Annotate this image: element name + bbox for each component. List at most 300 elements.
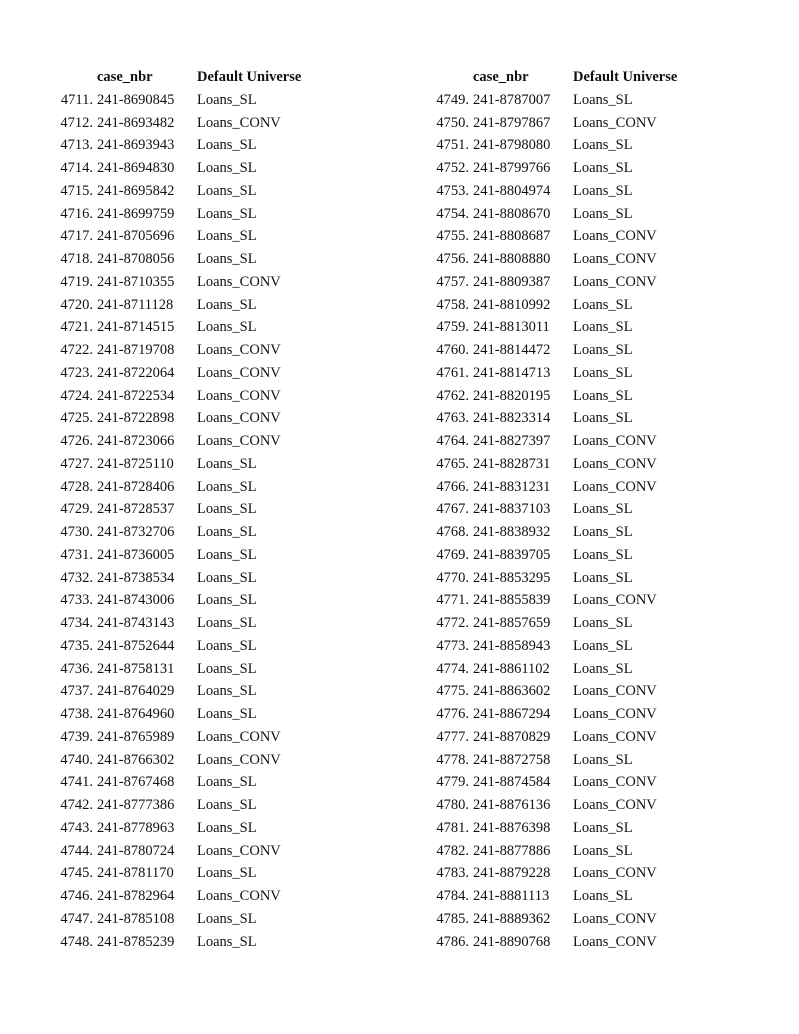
case-nbr-cell: 241-8787007 bbox=[473, 91, 551, 108]
universe-cell: Loans_SL bbox=[197, 592, 257, 609]
case-nbr-cell: 241-8881113 bbox=[473, 888, 550, 904]
table-row bbox=[52, 89, 347, 112]
universe-cell: Loans_CONV bbox=[197, 387, 281, 404]
table-row bbox=[428, 635, 723, 658]
universe-cell: Loans_SL bbox=[197, 797, 257, 813]
universe-cell: Loans_SL bbox=[573, 615, 633, 631]
case-nbr-cell: 241-8780724 bbox=[97, 842, 175, 859]
table-header bbox=[52, 66, 347, 89]
case-nbr-cell: 241-8889362 bbox=[473, 910, 551, 927]
table-row bbox=[52, 498, 347, 521]
table-row bbox=[428, 862, 723, 885]
case-nbr-cell: 241-8858943 bbox=[473, 637, 551, 654]
case-nbr-cell: 241-8722534 bbox=[97, 387, 175, 404]
row-index: 4731. bbox=[60, 546, 93, 563]
row-index: 4785. bbox=[436, 910, 469, 927]
table-row bbox=[52, 908, 347, 931]
universe-cell: Loans_SL bbox=[573, 888, 633, 904]
case-nbr-cell: 241-8782964 bbox=[97, 888, 175, 904]
table-header bbox=[428, 66, 723, 89]
table-row bbox=[52, 385, 347, 408]
case-nbr-cell: 241-8837103 bbox=[473, 501, 551, 518]
case-nbr-cell: 241-8699759 bbox=[97, 205, 175, 222]
table-row bbox=[428, 840, 723, 863]
table-row bbox=[428, 248, 723, 271]
universe-cell: Loans_SL bbox=[197, 819, 257, 836]
row-index: 4778. bbox=[436, 751, 469, 768]
universe-cell: Loans_SL bbox=[573, 501, 633, 518]
case-nbr-cell: 241-8764029 bbox=[97, 683, 175, 700]
table-row bbox=[52, 203, 347, 226]
row-index: 4746. bbox=[60, 888, 93, 904]
table-row bbox=[428, 521, 723, 544]
case-nbr-header: case_nbr bbox=[97, 69, 153, 85]
case-nbr-cell: 241-8861102 bbox=[473, 660, 550, 677]
table-row bbox=[428, 271, 723, 294]
universe-cell: Loans_SL bbox=[197, 478, 257, 495]
row-index: 4771. bbox=[436, 592, 469, 609]
universe-cell: Loans_CONV bbox=[197, 114, 281, 131]
row-index: 4772. bbox=[436, 615, 469, 631]
case-nbr-cell: 241-8808687 bbox=[473, 228, 551, 245]
row-index: 4739. bbox=[60, 728, 93, 745]
universe-cell: Loans_CONV bbox=[573, 683, 657, 700]
table-row bbox=[428, 407, 723, 430]
universe-cell: Loans_CONV bbox=[573, 433, 657, 449]
table-row bbox=[428, 339, 723, 362]
row-index: 4768. bbox=[436, 524, 469, 540]
table-row bbox=[52, 885, 347, 908]
case-nbr-cell: 241-8876136 bbox=[473, 797, 551, 813]
table-row bbox=[428, 658, 723, 681]
case-nbr-header: case_nbr bbox=[473, 69, 529, 85]
table-row bbox=[52, 180, 347, 203]
table-row bbox=[428, 885, 723, 908]
row-index: 4747. bbox=[60, 910, 93, 927]
table-row bbox=[52, 316, 347, 339]
case-nbr-cell: 241-8722064 bbox=[97, 364, 175, 381]
table-row bbox=[428, 316, 723, 339]
table-row bbox=[428, 612, 723, 635]
case-nbr-cell: 241-8853295 bbox=[473, 569, 551, 586]
universe-cell: Loans_CONV bbox=[573, 455, 657, 472]
row-index: 4761. bbox=[436, 364, 469, 381]
table-row bbox=[428, 544, 723, 567]
row-index: 4714. bbox=[60, 160, 93, 176]
universe-cell: Loans_SL bbox=[197, 774, 257, 791]
universe-cell: Loans_SL bbox=[573, 91, 633, 108]
row-index: 4775. bbox=[436, 683, 469, 700]
row-index: 4773. bbox=[436, 637, 469, 654]
universe-cell: Loans_SL bbox=[573, 819, 633, 836]
case-nbr-cell: 241-8798080 bbox=[473, 137, 551, 154]
universe-cell: Loans_CONV bbox=[197, 342, 281, 358]
row-index: 4764. bbox=[436, 433, 469, 449]
row-index: 4738. bbox=[60, 706, 93, 722]
universe-cell: Loans_CONV bbox=[197, 888, 281, 904]
case-nbr-cell: 241-8876398 bbox=[473, 819, 551, 836]
row-index: 4765. bbox=[436, 455, 469, 472]
universe-cell: Loans_SL bbox=[573, 751, 633, 768]
universe-cell: Loans_CONV bbox=[573, 273, 657, 290]
table-row bbox=[52, 430, 347, 453]
index-header bbox=[428, 66, 473, 89]
universe-cell: Loans_CONV bbox=[197, 273, 281, 290]
case-nbr-cell: 241-8857659 bbox=[473, 615, 551, 631]
row-index: 4720. bbox=[60, 296, 93, 313]
table-body bbox=[52, 89, 347, 954]
case-nbr-cell: 241-8810992 bbox=[473, 296, 551, 313]
case-nbr-cell: 241-8863602 bbox=[473, 683, 551, 700]
table-row bbox=[52, 362, 347, 385]
case-nbr-cell: 241-8827397 bbox=[473, 433, 551, 449]
universe-cell: Loans_SL bbox=[573, 137, 633, 154]
table-row bbox=[428, 362, 723, 385]
row-index: 4733. bbox=[60, 592, 93, 609]
universe-cell: Loans_SL bbox=[197, 296, 257, 313]
case-nbr-cell: 241-8766302 bbox=[97, 751, 175, 768]
table-row bbox=[428, 225, 723, 248]
case-nbr-cell: 241-8711128 bbox=[97, 296, 174, 313]
case-nbr-cell: 241-8695842 bbox=[97, 182, 175, 199]
universe-cell: Loans_SL bbox=[197, 228, 257, 245]
table-row bbox=[52, 407, 347, 430]
universe-cell: Loans_SL bbox=[197, 524, 257, 540]
universe-cell: Loans_CONV bbox=[573, 228, 657, 245]
table-row bbox=[52, 476, 347, 499]
universe-cell: Loans_CONV bbox=[573, 774, 657, 791]
table-row bbox=[428, 89, 723, 112]
universe-cell: Loans_CONV bbox=[573, 865, 657, 882]
row-index: 4766. bbox=[436, 478, 469, 495]
case-nbr-cell: 241-8879228 bbox=[473, 865, 551, 882]
table-row bbox=[428, 134, 723, 157]
table-row bbox=[428, 703, 723, 726]
table-row bbox=[52, 271, 347, 294]
case-nbr-cell: 241-8722898 bbox=[97, 410, 175, 427]
table-row bbox=[52, 294, 347, 317]
case-nbr-cell: 241-8728537 bbox=[97, 501, 175, 518]
universe-cell: Loans_SL bbox=[573, 524, 633, 540]
row-index: 4769. bbox=[436, 546, 469, 563]
case-nbr-cell: 241-8693482 bbox=[97, 114, 175, 131]
table-row bbox=[428, 203, 723, 226]
universe-cell: Loans_SL bbox=[197, 182, 257, 199]
case-nbr-cell: 241-8781170 bbox=[97, 865, 174, 882]
case-nbr-cell: 241-8714515 bbox=[97, 319, 175, 336]
universe-cell: Loans_CONV bbox=[197, 364, 281, 381]
row-index: 4742. bbox=[60, 797, 93, 813]
row-index: 4741. bbox=[60, 774, 93, 791]
row-index: 4770. bbox=[436, 569, 469, 586]
universe-cell: Loans_SL bbox=[197, 160, 257, 176]
row-index: 4715. bbox=[60, 182, 93, 199]
table-row bbox=[52, 225, 347, 248]
universe-cell: Loans_SL bbox=[573, 319, 633, 336]
row-index: 4716. bbox=[60, 205, 93, 222]
row-index: 4729. bbox=[60, 501, 93, 518]
table-row bbox=[52, 544, 347, 567]
row-index: 4753. bbox=[436, 182, 469, 199]
universe-cell: Loans_SL bbox=[197, 501, 257, 518]
case-nbr-cell: 241-8785108 bbox=[97, 910, 175, 927]
row-index: 4777. bbox=[436, 728, 469, 745]
table-row bbox=[52, 248, 347, 271]
universe-cell: Loans_SL bbox=[573, 205, 633, 222]
table-row bbox=[52, 840, 347, 863]
table-body bbox=[428, 89, 723, 954]
case-nbr-cell: 241-8710355 bbox=[97, 273, 175, 290]
row-index: 4755. bbox=[436, 228, 469, 245]
universe-cell: Loans_SL bbox=[197, 865, 257, 882]
row-index: 4736. bbox=[60, 660, 93, 677]
row-index: 4754. bbox=[436, 205, 469, 222]
universe-cell: Loans_SL bbox=[197, 319, 257, 336]
universe-cell: Loans_CONV bbox=[197, 728, 281, 745]
row-index: 4757. bbox=[436, 273, 469, 290]
row-index: 4737. bbox=[60, 683, 93, 700]
universe-cell: Loans_SL bbox=[197, 137, 257, 154]
table-row bbox=[428, 589, 723, 612]
row-index: 4734. bbox=[60, 615, 93, 631]
default-universe-header: Default Universe bbox=[197, 69, 302, 85]
case-nbr-cell: 241-8797867 bbox=[473, 114, 551, 131]
table-row bbox=[428, 771, 723, 794]
case-nbr-cell: 241-8814713 bbox=[473, 364, 551, 381]
case-nbr-cell: 241-8765989 bbox=[97, 728, 175, 745]
row-index: 4760. bbox=[436, 342, 469, 358]
table-row bbox=[52, 521, 347, 544]
row-index: 4719. bbox=[60, 273, 93, 290]
table-row bbox=[428, 498, 723, 521]
case-nbr-cell: 241-8732706 bbox=[97, 524, 175, 540]
universe-cell: Loans_SL bbox=[573, 637, 633, 654]
universe-cell: Loans_SL bbox=[573, 364, 633, 381]
universe-cell: Loans_CONV bbox=[573, 933, 657, 950]
case-nbr-cell: 241-8804974 bbox=[473, 182, 551, 199]
universe-cell: Loans_SL bbox=[197, 660, 257, 677]
universe-cell: Loans_CONV bbox=[573, 478, 657, 495]
table-row bbox=[428, 749, 723, 772]
table-row bbox=[52, 635, 347, 658]
case-nbr-cell: 241-8752644 bbox=[97, 637, 175, 654]
case-nbr-cell: 241-8799766 bbox=[473, 160, 551, 176]
table-row bbox=[52, 794, 347, 817]
row-index: 4717. bbox=[60, 228, 93, 245]
table-row bbox=[52, 862, 347, 885]
universe-cell: Loans_CONV bbox=[573, 114, 657, 131]
case-nbr-cell: 241-8725110 bbox=[97, 455, 174, 472]
universe-cell: Loans_SL bbox=[573, 660, 633, 677]
table-row bbox=[52, 612, 347, 635]
table-row bbox=[428, 385, 723, 408]
universe-cell: Loans_SL bbox=[197, 569, 257, 586]
row-index: 4748. bbox=[60, 933, 93, 950]
case-nbr-cell: 241-8705696 bbox=[97, 228, 175, 245]
universe-cell: Loans_SL bbox=[573, 182, 633, 199]
case-nbr-cell: 241-8743006 bbox=[97, 592, 175, 609]
row-index: 4759. bbox=[436, 319, 469, 336]
table-row bbox=[52, 680, 347, 703]
table-row bbox=[52, 157, 347, 180]
universe-cell: Loans_SL bbox=[197, 91, 257, 108]
case-nbr-cell: 241-8809387 bbox=[473, 273, 551, 290]
row-index: 4713. bbox=[60, 137, 93, 154]
case-nbr-cell: 241-8874584 bbox=[473, 774, 551, 791]
table-row bbox=[52, 817, 347, 840]
row-index: 4774. bbox=[436, 660, 469, 677]
case-nbr-cell: 241-8808880 bbox=[473, 251, 551, 267]
universe-cell: Loans_SL bbox=[197, 205, 257, 222]
row-index: 4776. bbox=[436, 706, 469, 722]
case-nbr-cell: 241-8870829 bbox=[473, 728, 551, 745]
table-row bbox=[428, 430, 723, 453]
table-row bbox=[428, 931, 723, 954]
table-row bbox=[52, 931, 347, 954]
row-index: 4762. bbox=[436, 387, 469, 404]
universe-cell: Loans_CONV bbox=[573, 910, 657, 927]
row-index: 4780. bbox=[436, 797, 469, 813]
universe-cell: Loans_CONV bbox=[573, 728, 657, 745]
row-index: 4735. bbox=[60, 637, 93, 654]
row-index: 4728. bbox=[60, 478, 93, 495]
table-row bbox=[428, 180, 723, 203]
universe-cell: Loans_SL bbox=[197, 637, 257, 654]
universe-cell: Loans_SL bbox=[573, 296, 633, 313]
left-table bbox=[52, 66, 347, 953]
index-header bbox=[52, 66, 97, 89]
row-index: 4767. bbox=[436, 501, 469, 518]
universe-cell: Loans_CONV bbox=[197, 842, 281, 859]
row-index: 4781. bbox=[436, 819, 469, 836]
table-row bbox=[52, 749, 347, 772]
case-nbr-cell: 241-8708056 bbox=[97, 251, 175, 267]
row-index: 4743. bbox=[60, 819, 93, 836]
case-nbr-cell: 241-8877886 bbox=[473, 842, 551, 859]
case-nbr-cell: 241-8785239 bbox=[97, 933, 175, 950]
row-index: 4782. bbox=[436, 842, 469, 859]
row-index: 4725. bbox=[60, 410, 93, 427]
case-nbr-cell: 241-8723066 bbox=[97, 433, 175, 449]
universe-cell: Loans_SL bbox=[573, 387, 633, 404]
row-index: 4758. bbox=[436, 296, 469, 313]
case-nbr-cell: 241-8758131 bbox=[97, 660, 175, 677]
table-row bbox=[428, 453, 723, 476]
table-row bbox=[52, 567, 347, 590]
table-row bbox=[52, 134, 347, 157]
row-index: 4756. bbox=[436, 251, 469, 267]
row-index: 4779. bbox=[436, 774, 469, 791]
universe-cell: Loans_CONV bbox=[573, 706, 657, 722]
universe-cell: Loans_SL bbox=[573, 342, 633, 358]
universe-cell: Loans_SL bbox=[197, 933, 257, 950]
table-row bbox=[428, 680, 723, 703]
row-index: 4784. bbox=[436, 888, 469, 904]
case-nbr-cell: 241-8764960 bbox=[97, 706, 175, 722]
row-index: 4786. bbox=[436, 933, 469, 950]
case-nbr-cell: 241-8728406 bbox=[97, 478, 175, 495]
case-nbr-cell: 241-8743143 bbox=[97, 615, 175, 631]
table-row bbox=[52, 658, 347, 681]
row-index: 4724. bbox=[60, 387, 93, 404]
table-row bbox=[52, 453, 347, 476]
row-index: 4727. bbox=[60, 455, 93, 472]
case-nbr-cell: 241-8738534 bbox=[97, 569, 175, 586]
universe-cell: Loans_CONV bbox=[197, 410, 281, 427]
row-index: 4783. bbox=[436, 865, 469, 882]
universe-cell: Loans_SL bbox=[197, 706, 257, 722]
row-index: 4723. bbox=[60, 364, 93, 381]
table-row bbox=[52, 112, 347, 135]
case-nbr-cell: 241-8813011 bbox=[473, 319, 550, 336]
table-row bbox=[428, 157, 723, 180]
universe-cell: Loans_SL bbox=[197, 910, 257, 927]
case-nbr-cell: 241-8838932 bbox=[473, 524, 551, 540]
table-row bbox=[52, 726, 347, 749]
table-row bbox=[428, 794, 723, 817]
table-row bbox=[428, 294, 723, 317]
table-row bbox=[52, 339, 347, 362]
row-index: 4749. bbox=[436, 91, 469, 108]
row-index: 4711. bbox=[60, 91, 93, 108]
universe-cell: Loans_CONV bbox=[573, 592, 657, 609]
row-index: 4751. bbox=[436, 137, 469, 154]
universe-cell: Loans_SL bbox=[573, 160, 633, 176]
case-nbr-cell: 241-8823314 bbox=[473, 410, 551, 427]
table-row bbox=[428, 567, 723, 590]
case-nbr-cell: 241-8831231 bbox=[473, 478, 551, 495]
universe-cell: Loans_SL bbox=[197, 615, 257, 631]
table-row bbox=[428, 726, 723, 749]
row-index: 4722. bbox=[60, 342, 93, 358]
universe-cell: Loans_SL bbox=[573, 842, 633, 859]
table-row bbox=[428, 908, 723, 931]
case-nbr-cell: 241-8867294 bbox=[473, 706, 551, 722]
row-index: 4752. bbox=[436, 160, 469, 176]
universe-cell: Loans_SL bbox=[573, 410, 633, 427]
row-index: 4718. bbox=[60, 251, 93, 267]
table-row bbox=[428, 112, 723, 135]
table-row bbox=[428, 817, 723, 840]
table-row bbox=[52, 589, 347, 612]
case-nbr-cell: 241-8814472 bbox=[473, 342, 551, 358]
case-nbr-cell: 241-8694830 bbox=[97, 160, 175, 176]
universe-cell: Loans_SL bbox=[197, 683, 257, 700]
row-index: 4744. bbox=[60, 842, 93, 859]
case-nbr-cell: 241-8778963 bbox=[97, 819, 175, 836]
case-nbr-cell: 241-8719708 bbox=[97, 342, 175, 358]
case-nbr-cell: 241-8693943 bbox=[97, 137, 175, 154]
universe-cell: Loans_SL bbox=[573, 546, 633, 563]
case-nbr-cell: 241-8855839 bbox=[473, 592, 551, 609]
table-row bbox=[52, 771, 347, 794]
row-index: 4763. bbox=[436, 410, 469, 427]
case-nbr-cell: 241-8872758 bbox=[473, 751, 551, 768]
case-nbr-cell: 241-8828731 bbox=[473, 455, 551, 472]
row-index: 4721. bbox=[60, 319, 93, 336]
universe-cell: Loans_CONV bbox=[197, 433, 281, 449]
universe-cell: Loans_SL bbox=[197, 251, 257, 267]
table-row bbox=[428, 476, 723, 499]
universe-cell: Loans_CONV bbox=[197, 751, 281, 768]
universe-cell: Loans_SL bbox=[197, 546, 257, 563]
case-nbr-cell: 241-8820195 bbox=[473, 387, 551, 404]
case-nbr-cell: 241-8690845 bbox=[97, 91, 175, 108]
right-table bbox=[428, 66, 723, 953]
case-nbr-cell: 241-8767468 bbox=[97, 774, 175, 791]
universe-cell: Loans_SL bbox=[573, 569, 633, 586]
universe-cell: Loans_CONV bbox=[573, 797, 657, 813]
